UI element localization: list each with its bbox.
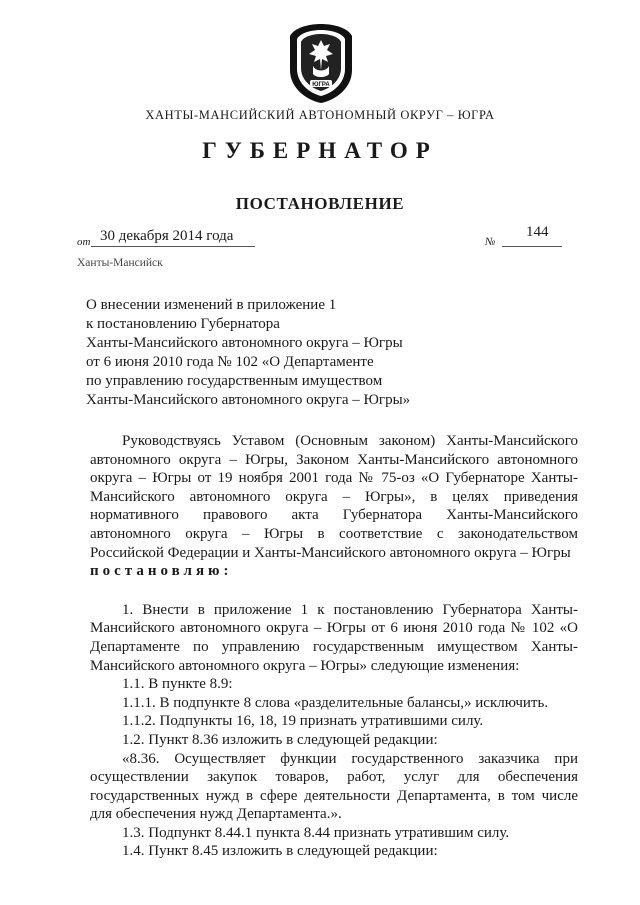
item-1: 1. Внести в приложение 1 к постановлению Губернатора Ханты-Мансийского автономного округа – Югры от 6 июня 2010 года № 102 «О Департаменте по управлению государственным имуществом Ханты-Мансийского автономного округа – Югры» следующие изменения:	[90, 601, 578, 674]
number-label: №	[485, 236, 496, 248]
item-1-2: 1.2. Пункт 8.36 изложить в следующей редакции:	[122, 731, 438, 748]
city-name: Ханты-Мансийск	[77, 257, 163, 269]
number-underline	[502, 246, 562, 247]
decree-word: постановляю:	[90, 563, 233, 580]
item-1-1-2: 1.1.2. Подпункты 16, 18, 19 признать утратившими силу.	[122, 713, 484, 730]
paragraph-gap	[90, 581, 578, 601]
item-8-36: «8.36. Осуществляет функции государственного заказчика при осуществлении закупок товаров, работ, услуг для обеспечения государственных нужд в сфере деятельности Департамента, в том числе для обеспечения нужд Департамента.».	[90, 750, 578, 823]
subject-line: Ханты-Мансийского автономного округа – Югры	[86, 335, 403, 351]
preamble-paragraph: Руководствуясь Уставом (Основным законом) Ханты-Мансийского автономного округа – Югры, Законом Ханты-Мансийского автономного округа – Югры от 19 ноября 2001 года № 75-оз «О Губернаторе Ханты-Мансийского автономного округа – Югры», в целях приведения нормативного правового акта Губернатора Ханты-Мансийского автономного округа – Югры в соответствие с законодательством Российской Федерации и Ханты-Мансийского автономного округа – Югры	[90, 433, 578, 561]
subject-line: Ханты-Мансийского автономного округа – Югры»	[86, 392, 411, 408]
document-body	[90, 432, 578, 861]
subject-line: О внесении изменений в приложение 1	[86, 297, 337, 313]
document-date: 30 декабря 2014 года	[100, 228, 234, 244]
subject-line: к постановлению Губернатора	[86, 316, 280, 332]
subject-line: от 6 июня 2010 года № 102 «О Департаменте	[86, 354, 374, 370]
document-number: 144	[526, 224, 549, 240]
date-label: от	[77, 236, 91, 248]
item-1-1: 1.1. В пункте 8.9:	[122, 676, 233, 693]
document-type: ПОСТАНОВЛЕНИЕ	[235, 194, 405, 213]
subject-line: по управлению государственным имуществом	[86, 373, 383, 389]
item-1-4: 1.4. Пункт 8.45 изложить в следующей редакции:	[122, 843, 438, 860]
date-underline	[91, 246, 255, 247]
khmao-coat-of-arms-icon	[286, 22, 356, 104]
authority-title: ГУБЕРНАТОР	[202, 138, 438, 163]
item-1-1-1: 1.1.1. В подпункте 8 слова «разделительные балансы,» исключить.	[122, 694, 549, 711]
region-name: ХАНТЫ-МАНСИЙСКИЙ АВТОНОМНЫЙ ОКРУГ – ЮГРА	[145, 108, 495, 122]
emblem-text: ЮГРА	[312, 82, 330, 88]
item-1-3: 1.3. Подпункт 8.44.1 пункта 8.44 признать утратившим силу.	[122, 824, 510, 841]
document-subject	[86, 296, 446, 410]
